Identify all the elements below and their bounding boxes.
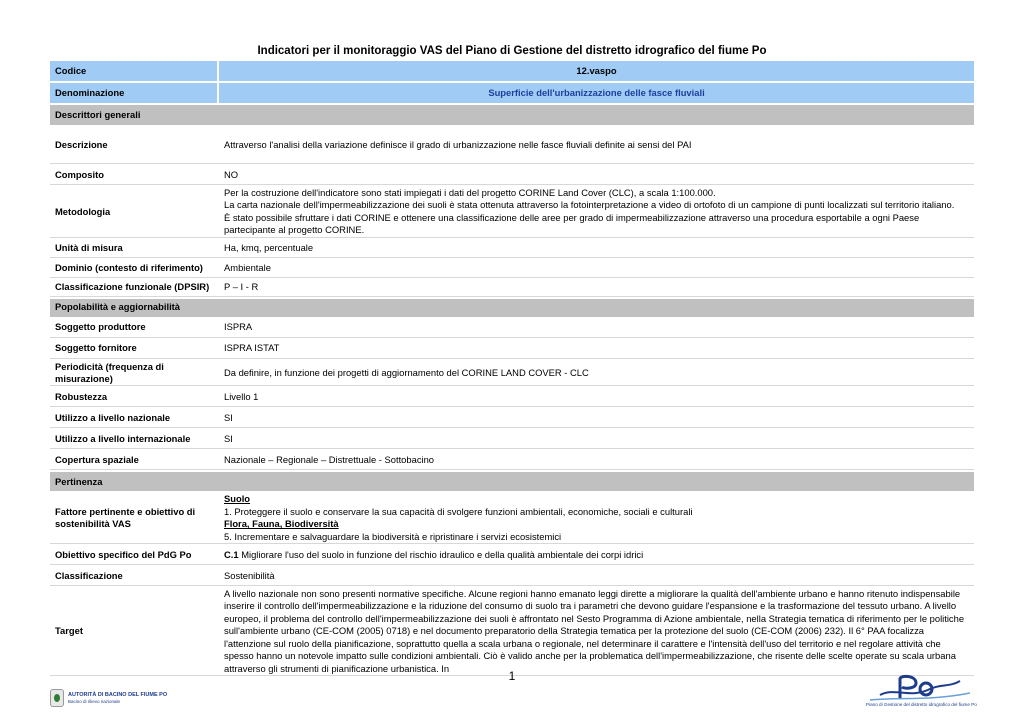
utilizzo-nazionale-label: Utilizzo a livello nazionale xyxy=(50,409,219,428)
section-popolabilita xyxy=(50,299,974,317)
left-logo-line-1: AUTORITÀ DI BACINO DEL FIUME PO xyxy=(68,691,168,698)
table-row-obiettivo xyxy=(50,546,974,565)
utilizzo-nazionale-value: SI xyxy=(219,409,974,428)
table-row-metodologia xyxy=(50,187,974,238)
table-row-codice xyxy=(50,61,974,81)
obiettivo-value xyxy=(219,546,974,565)
indicator-table xyxy=(50,59,974,678)
fattore-label: Fattore pertinente e obiettivo di sostenibilità VAS xyxy=(50,493,219,544)
metodologia-line-3: È stato possibile sfruttare i dati CORINE e ottenere una classificazione delle aree per grado di impermeabilizzazione attraverso una procedura esportabile a ogni Paese partecipante al progetto CORINE. xyxy=(224,211,920,236)
classificazione-value: Sostenibilità xyxy=(219,567,974,586)
table-row-unita xyxy=(50,240,974,258)
table-row-fattore xyxy=(50,493,974,544)
section-pertinenza-label: Pertinenza xyxy=(50,472,974,491)
republic-emblem-icon xyxy=(50,689,64,707)
robustezza-label: Robustezza xyxy=(50,388,219,407)
table-row-produttore xyxy=(50,319,974,338)
table-row-robustezza xyxy=(50,388,974,407)
metodologia-value xyxy=(219,187,974,238)
utilizzo-internazionale-label: Utilizzo a livello internazionale xyxy=(50,430,219,449)
section-pertinenza xyxy=(50,472,974,491)
descrizione-label: Descrizione xyxy=(50,127,219,164)
unita-label: Unità di misura xyxy=(50,240,219,258)
dpsir-label: Classificazione funzionale (DPSIR) xyxy=(50,280,219,297)
section-descrittori-label: Descrittori generali xyxy=(50,105,974,125)
table-row-target xyxy=(50,588,974,676)
document-title: Indicatori per il monitoraggio VAS del Piano di Gestione del distretto idrografico del fiume Po xyxy=(257,45,767,57)
table-row-descrizione xyxy=(50,127,974,164)
autorita-bacino-logo xyxy=(50,688,167,708)
table-row-composito xyxy=(50,166,974,185)
table-row-denominazione xyxy=(50,83,974,103)
fattore-heading-suolo: Suolo xyxy=(224,493,251,505)
page-number: 1 xyxy=(508,669,516,683)
left-logo-line-2: Bacino di rilievo nazionale xyxy=(68,698,121,704)
composito-value: NO xyxy=(219,166,974,185)
target-value: A livello nazionale non sono presenti normative specifiche. Alcune regioni hanno emanato leggi dirette a migliorare la qualità dell'ambiente urbano e hanno ritenuto indispensabile inserire il controllo dell'impermeabilizzazione e la riduzione del consumo di suolo tra i parametri che devono guidare l'espansione e la trasformazione del tessuto urbano. A livello europeo, il problema del controllo dell'impermeabilizzazione dei suoli è affrontato nel Sesto Programma di Azione ambientale, nella Strategia tematica di riferimento per le politiche sull'ambiente urbano (CE-COM (2005) 0718) e nel documento preparatorio della Strategia tematica per la protezione del suolo (CE-COM (2006) 232). Il 6° PAA focalizza l'attenzione sul ruolo della pianificazione, soprattutto quella a scala urbana o regionale, nel determinare il carattere e l'intensità dell'uso del territorio e nel regolare attività che spesso hanno un notevole impatto sulle condizioni ambientali. Ciò è valido anche per la problematica dell'impermeabilizzazione, che risente delle scelte operate su scala urbana attraverso gli strumenti di pianificazione urbanistica. In xyxy=(219,588,974,676)
metodologia-line-1: Per la costruzione dell'indicatore sono stati impiegati i dati del progetto CORINE Land Cover (CLC), a scala 1:100.000. xyxy=(224,187,716,198)
fattore-value xyxy=(219,493,974,544)
classificazione-label: Classificazione xyxy=(50,567,219,586)
metodologia-label: Metodologia xyxy=(50,187,219,238)
dpsir-value: P – I - R xyxy=(219,280,974,297)
copertura-value: Nazionale – Regionale – Distrettuale - Sottobacino xyxy=(219,451,974,470)
periodicita-label: Periodicità (frequenza di misurazione) xyxy=(50,361,219,387)
metodologia-line-2: La carta nazionale dell'impermeabilizzazione dei suoli è stata ottenuta attraverso la fotointerpretazione a video di ortofoto di un campione di punti localizzati sul territorio italiano. xyxy=(224,199,955,211)
codice-value: 12.vaspo xyxy=(219,61,974,81)
table-row-fornitore xyxy=(50,340,974,359)
table-row-utilizzo-internazionale xyxy=(50,430,974,449)
obiettivo-label: Obiettivo specifico del PdG Po xyxy=(50,546,219,565)
copertura-label: Copertura spaziale xyxy=(50,451,219,470)
denominazione-value: Superficie dell'urbanizzazione delle fasce fluviali xyxy=(219,83,974,103)
right-logo-text: Piano di Gestione del distretto idrografico del fiume Po xyxy=(866,702,977,707)
codice-label: Codice xyxy=(50,61,219,81)
fattore-heading-flora: Flora, Fauna, Biodiversità xyxy=(224,518,339,530)
composito-label: Composito xyxy=(50,166,219,185)
piano-gestione-po-logo xyxy=(840,673,980,713)
unita-value: Ha, kmq, percentuale xyxy=(219,240,974,258)
obiettivo-text: Migliorare l'uso del suolo in funzione del rischio idraulico e della qualità ambientale dei corpi idrici xyxy=(238,548,644,560)
table-row-dpsir xyxy=(50,280,974,297)
dominio-value: Ambientale xyxy=(219,260,974,278)
table-row-utilizzo-nazionale xyxy=(50,409,974,428)
fattore-item-1: 1. Proteggere il suolo e conservare la sua capacità di svolgere funzioni ambientali, economiche, sociali e culturali xyxy=(224,505,693,517)
fattore-item-2: 5. Incrementare e salvaguardare la biodiversità e ripristinare i servizi ecosistemici xyxy=(224,530,562,542)
fornitore-label: Soggetto fornitore xyxy=(50,340,219,359)
descrizione-value: Attraverso l'analisi della variazione definisce il grado di urbanizzazione nelle fasce fluviali definite ai sensi del PAI xyxy=(219,127,974,164)
utilizzo-internazionale-value: SI xyxy=(219,430,974,449)
denominazione-label: Denominazione xyxy=(50,83,219,103)
section-popolabilita-label: Popolabilità e aggiornabilità xyxy=(50,299,974,317)
dominio-label: Dominio (contesto di riferimento) xyxy=(50,260,219,278)
table-row-copertura xyxy=(50,451,974,470)
table-row-periodicita xyxy=(50,361,974,387)
robustezza-value: Livello 1 xyxy=(219,388,974,407)
po-river-icon xyxy=(840,673,980,703)
periodicita-value: Da definire, in funzione dei progetti di aggiornamento del CORINE LAND COVER - CLC xyxy=(219,361,974,387)
fornitore-value: ISPRA ISTAT xyxy=(219,340,974,359)
table-row-dominio xyxy=(50,260,974,278)
target-label: Target xyxy=(50,588,219,676)
table-row-classificazione xyxy=(50,567,974,586)
produttore-value: ISPRA xyxy=(219,319,974,338)
produttore-label: Soggetto produttore xyxy=(50,319,219,338)
section-descrittori xyxy=(50,105,974,125)
obiettivo-code: C.1 xyxy=(224,548,239,560)
